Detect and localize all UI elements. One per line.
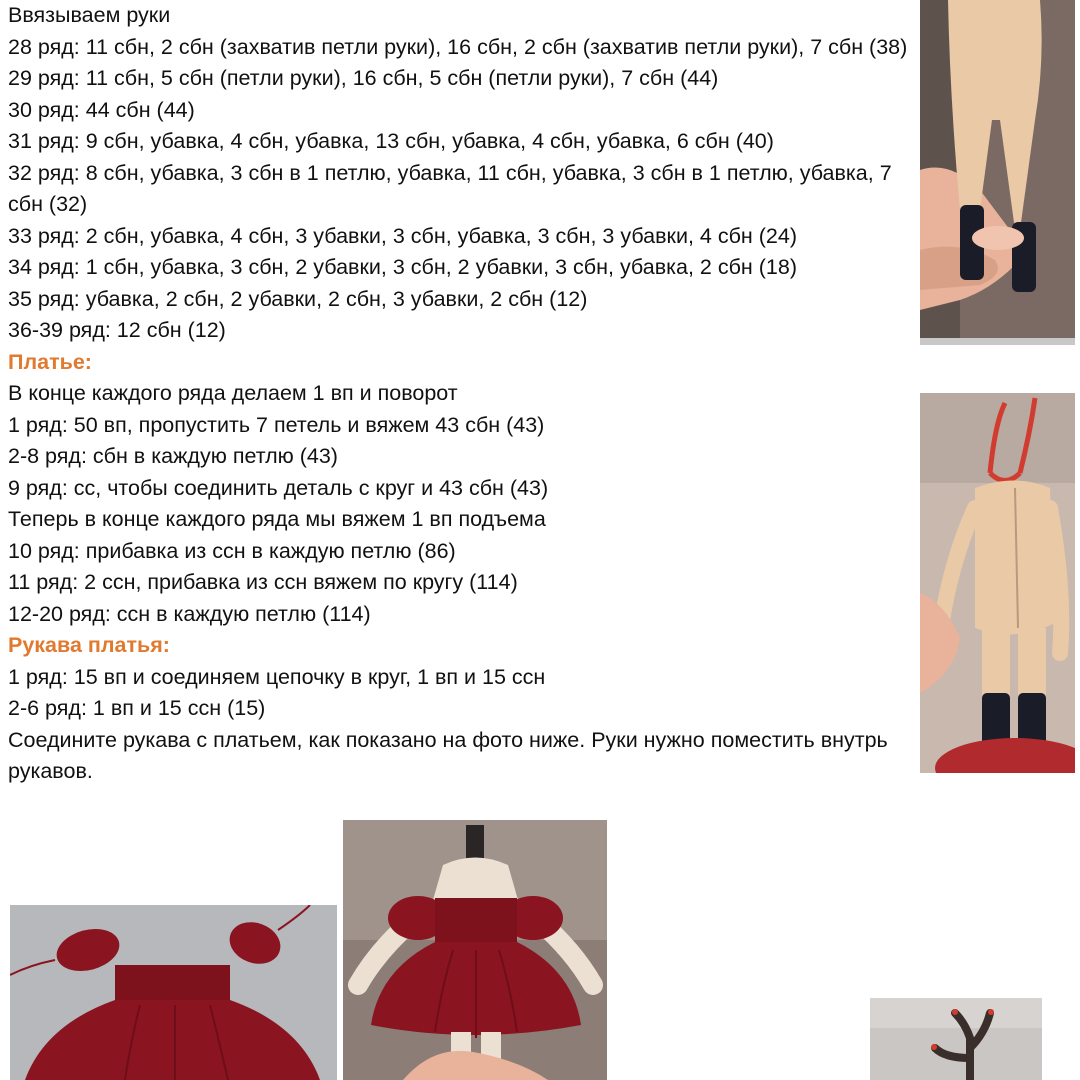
photo-doll-body (920, 393, 1075, 773)
arms-row: 34 ряд: 1 сбн, убавка, 3 сбн, 2 убавки, 3 сбн, 2 убавки, 3 сбн, убавка, 2 сбн (18) (8, 255, 797, 279)
dress-row: 10 ряд: прибавка из ссн в каждую петлю (86) (8, 538, 456, 563)
dress-heading: Платье: (8, 349, 92, 374)
dress-row: 2-8 ряд: сбн в каждую петлю (43) (8, 444, 338, 468)
pattern-text (8, 0, 908, 788)
dress-row: В конце каждого ряда делаем 1 вп и поворот (8, 381, 458, 405)
dress-row: 11 ряд: 2 ссн, прибавка из ссн вяжем по кругу (114) (8, 570, 518, 594)
arms-row: 33 ряд: 2 сбн, убавка, 4 сбн, 3 убавки, 3 сбн, убавка, 3 сбн, 3 убавки, 4 сбн (24) (8, 223, 797, 248)
intro-title: Ввязываем руки (8, 3, 171, 27)
sleeve-heading: Рукава платья: (8, 633, 170, 657)
sleeve-row: 2-6 ряд: 1 вп и 15 ссн (15) (8, 696, 266, 720)
sleeve-row: 1 ряд: 15 вп и соединяем цепочку в круг, 1 вп и 15 ссн (8, 664, 546, 689)
dress-row: 1 ряд: 50 вп, пропустить 7 петель и вяжем 43 сбн (43) (8, 412, 545, 437)
arms-row: 31 ряд: 9 сбн, убавка, 4 сбн, убавка, 13 сбн, убавка, 4 сбн, убавка, 6 сбн (40) (8, 129, 774, 153)
photo-wire-frame (870, 998, 1042, 1080)
photo-doll-legs (920, 0, 1075, 345)
dress-row: 9 ряд: сс, чтобы соединить деталь с круг и 43 сбн (43) (8, 475, 549, 500)
arms-row: 35 ряд: убавка, 2 сбн, 2 убавки, 2 сбн, 3 убавки, 2 сбн (12) (8, 286, 588, 311)
sleeve-row: Соедините рукава с платьем, как показано на фото ниже. Руки нужно поместить внутрь рукавов. (8, 727, 888, 783)
arms-row: 30 ряд: 44 сбн (44) (8, 97, 195, 122)
photo-dress-on-doll (343, 820, 607, 1080)
photo-red-dress-flat (10, 905, 337, 1080)
arms-row: 36-39 ряд: 12 сбн (12) (8, 318, 226, 342)
arms-row: 32 ряд: 8 сбн, убавка, 3 сбн в 1 петлю, убавка, 11 сбн, убавка, 3 сбн в 1 петлю, убавка, 7 сбн (32) (8, 160, 892, 216)
arms-row: 28 ряд: 11 сбн, 2 сбн (захватив петли руки), 16 сбн, 2 сбн (захватив петли руки), 7 сбн (38) (8, 34, 908, 59)
arms-row: 29 ряд: 11 сбн, 5 сбн (петли руки), 16 сбн, 5 сбн (петли руки), 7 сбн (44) (8, 66, 719, 90)
dress-row: Теперь в конце каждого ряда мы вяжем 1 вп подъема (8, 507, 546, 531)
dress-row: 12-20 ряд: ссн в каждую петлю (114) (8, 601, 371, 626)
